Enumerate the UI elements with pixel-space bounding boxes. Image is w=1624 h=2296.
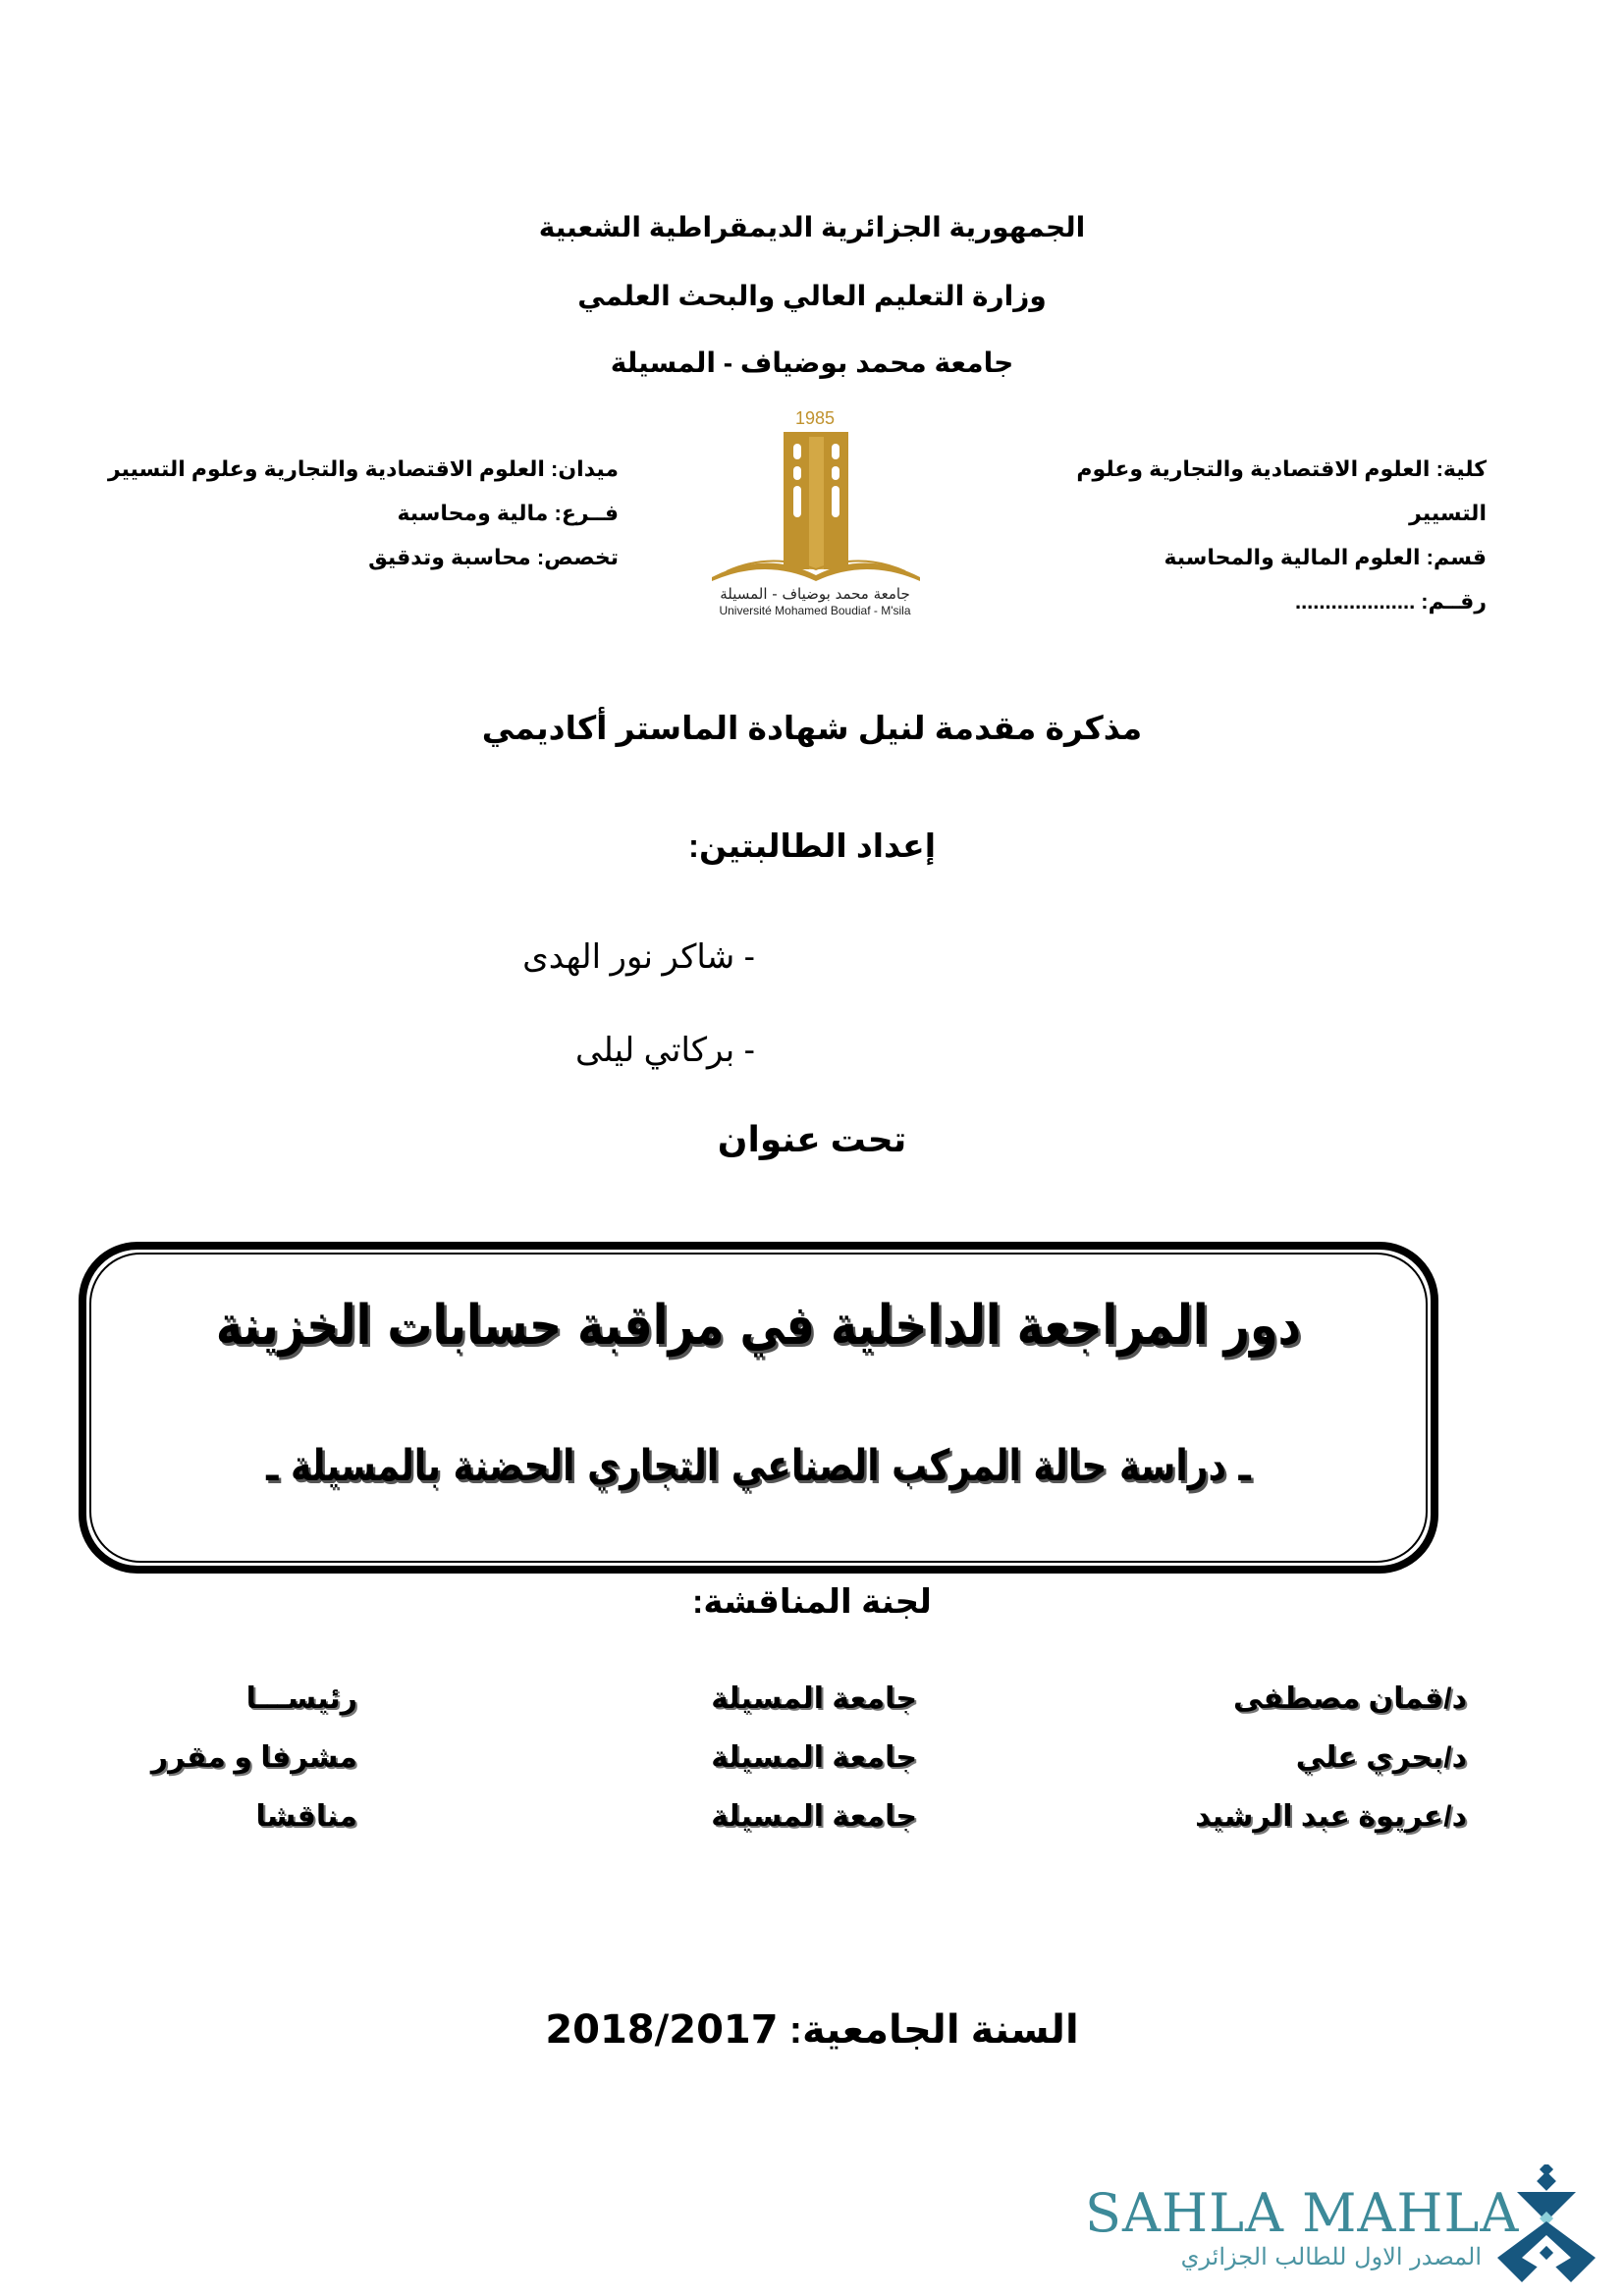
watermark-brand: SAHLA MAHLA <box>1085 2182 1520 2244</box>
watermark-tagline: المصدر الاول للطالب الجزائري <box>1180 2243 1482 2270</box>
field-line: ميدان: العلوم الاقتصادية والتجارية وعلوم التسيير <box>107 456 619 481</box>
thesis-title-box-inner <box>89 1253 1428 1563</box>
committee-row <box>0 1682 1624 1729</box>
university-heading: جامعة محمد بوضياف - المسيلة <box>610 347 1014 378</box>
committee-row <box>0 1799 1624 1846</box>
faculty-info-block <box>1076 447 1487 623</box>
sahla-mahla-logo-icon <box>1473 2164 1620 2287</box>
committee-member-role: مشرفا و مقرر <box>150 1741 357 1774</box>
republic-heading: الجمهورية الجزائرية الديمقراطية الشعبية <box>538 212 1086 242</box>
specialty-line: تخصص: محاسبة وتدقيق <box>368 545 619 569</box>
logo-name-french: Université Mohamed Boudiaf - M'sila <box>719 604 911 617</box>
committee-member-name: د/عريوة عبد الرشيد <box>1195 1800 1467 1833</box>
number-line: رقــم: .................... <box>1294 589 1487 614</box>
committee-member-university: جامعة المسيلة <box>711 1682 917 1715</box>
committee-member-university: جامعة المسيلة <box>711 1800 917 1833</box>
field-info-block <box>98 447 619 579</box>
prepared-by-heading: إعداد الطالبتين: <box>687 828 937 864</box>
faculty-line-2: التسيير <box>1409 501 1487 525</box>
committee-member-name: د/بحري علي <box>1295 1741 1467 1774</box>
student-name-1: - شاكر نور الهدى <box>522 938 755 976</box>
department-line: قسم: العلوم المالية والمحاسبة <box>1164 545 1487 569</box>
thesis-subtitle: ـ دراسة حالة المركب الصناعي التجاري الحضنة بالمسيلة ـ <box>266 1441 1251 1491</box>
thesis-title-box <box>79 1242 1438 1574</box>
thesis-title: دور المراجعة الداخلية في مراقبة حسابات الخزينة <box>215 1294 1302 1358</box>
committee-member-university: جامعة المسيلة <box>711 1741 917 1774</box>
logo-name-arabic: جامعة محمد بوضياف - المسيلة <box>720 585 910 603</box>
university-logo <box>673 402 957 618</box>
faculty-line-1: كلية: العلوم الاقتصادية والتجارية وعلوم <box>1076 456 1487 481</box>
university-tower-logo-icon <box>673 402 957 618</box>
committee-member-role: مناقشا <box>255 1800 357 1833</box>
committee-member-role: رئيســـا <box>245 1682 357 1715</box>
academic-year-label: السنة الجامعية: <box>788 2008 1079 2052</box>
ministry-heading: وزارة التعليم العالي والبحث العلمي <box>577 281 1047 311</box>
logo-year: 1985 <box>794 408 836 428</box>
sahla-mahla-watermark <box>1075 2164 1620 2287</box>
committee-heading: لجنة المناقشة: <box>692 1583 932 1621</box>
branch-line: فــرع: مالية ومحاسبة <box>397 501 619 525</box>
committee-member-name: د/قمان مصطفى <box>1233 1682 1467 1715</box>
academic-year <box>0 2007 1624 2053</box>
under-title-label: تحت عنوان <box>717 1119 907 1159</box>
committee-row <box>0 1740 1624 1788</box>
student-name-2: - بركاتي ليلى <box>575 1032 755 1069</box>
academic-year-value: 2018/2017 <box>545 2007 779 2053</box>
memo-title: مذكرة مقدمة لنيل شهادة الماستر أكاديمي <box>481 710 1143 746</box>
